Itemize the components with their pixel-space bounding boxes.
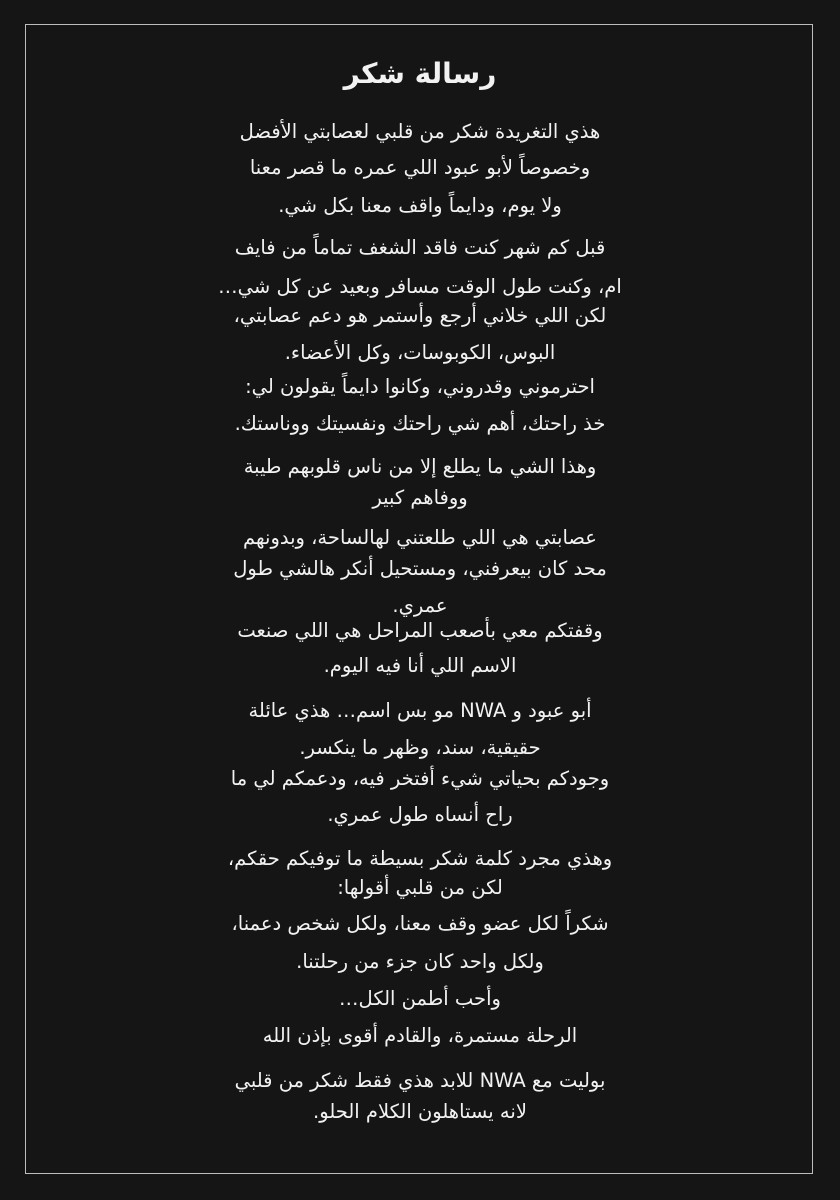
letter-line: احترموني وقدروني، وكانوا دايماً يقولون لي: (245, 375, 595, 398)
letter-line: راح أنساه طول عمري. (327, 803, 513, 826)
letter-line: أبو عبود و NWA مو بس اسم… هذي عائلة (248, 699, 592, 722)
letter-line: البوس، الكوبوسات، وكل الأعضاء. (284, 341, 556, 364)
letter-line: لكن اللي خلاني أرجع وأستمر هو دعم عصابتي، (233, 304, 607, 327)
letter-line: هذي التغريدة شكر من قلبي لعصابتي الأفضل (239, 120, 601, 143)
letter-line: الرحلة مستمرة، والقادم أقوى بإذن الله (262, 1024, 578, 1047)
letter-line: ولكل واحد كان جزء من رحلتنا. (296, 950, 544, 973)
letter-line: ولا يوم، ودايماً واقف معنا بكل شي. (278, 194, 562, 217)
letter-line: لانه يستاهلون الكلام الحلو. (313, 1100, 527, 1123)
letter-line: ووفاهم كبير (372, 486, 468, 509)
letter-line: خذ راحتك، أهم شي راحتك ونفسيتك ووناستك. (234, 412, 606, 435)
letter-line: وهذا الشي ما يطلع إلا من ناس قلوبهم طيبة (243, 455, 597, 478)
letter-line: بوليت مع NWA للابد هذي فقط شكر من قلبي (234, 1069, 606, 1092)
letter-title: رسالة شكر (343, 57, 497, 90)
letter-line: وهذي مجرد كلمة شكر بسيطة ما توفيكم حقكم، (227, 847, 613, 870)
letter-line: لكن من قلبي أقولها: (337, 876, 503, 899)
letter-line: وخصوصاً لأبو عبود اللي عمره ما قصر معنا (249, 156, 591, 179)
letter-line: وقفتكم معي بأصعب المراحل هي اللي صنعت (237, 619, 603, 642)
letter-line: وأحب أطمن الكل… (339, 987, 501, 1010)
letter-line: شكراً لكل عضو وقف معنا، ولكل شخص دعمنا، (231, 912, 609, 935)
letter-line: وجودكم بحياتي شيء أفتخر فيه، ودعمكم لي ما (230, 767, 610, 790)
letter-line: عصابتي هي اللي طلعتني لهالساحة، وبدونهم (243, 526, 597, 549)
letter-line: محد كان بيعرفني، ومستحيل أنكر هالشي طول (233, 557, 607, 580)
letter-line: ام، وكنت طول الوقت مسافر وبعيد عن كل شي… (218, 275, 622, 298)
letter-line: حقيقية، سند، وظهر ما ينكسر. (299, 736, 541, 759)
letter-line: عمري. (392, 594, 448, 617)
letter-line: الاسم اللي أنا فيه اليوم. (323, 654, 517, 677)
letter-line: قبل كم شهر كنت فاقد الشغف تماماً من فايف (234, 236, 606, 259)
